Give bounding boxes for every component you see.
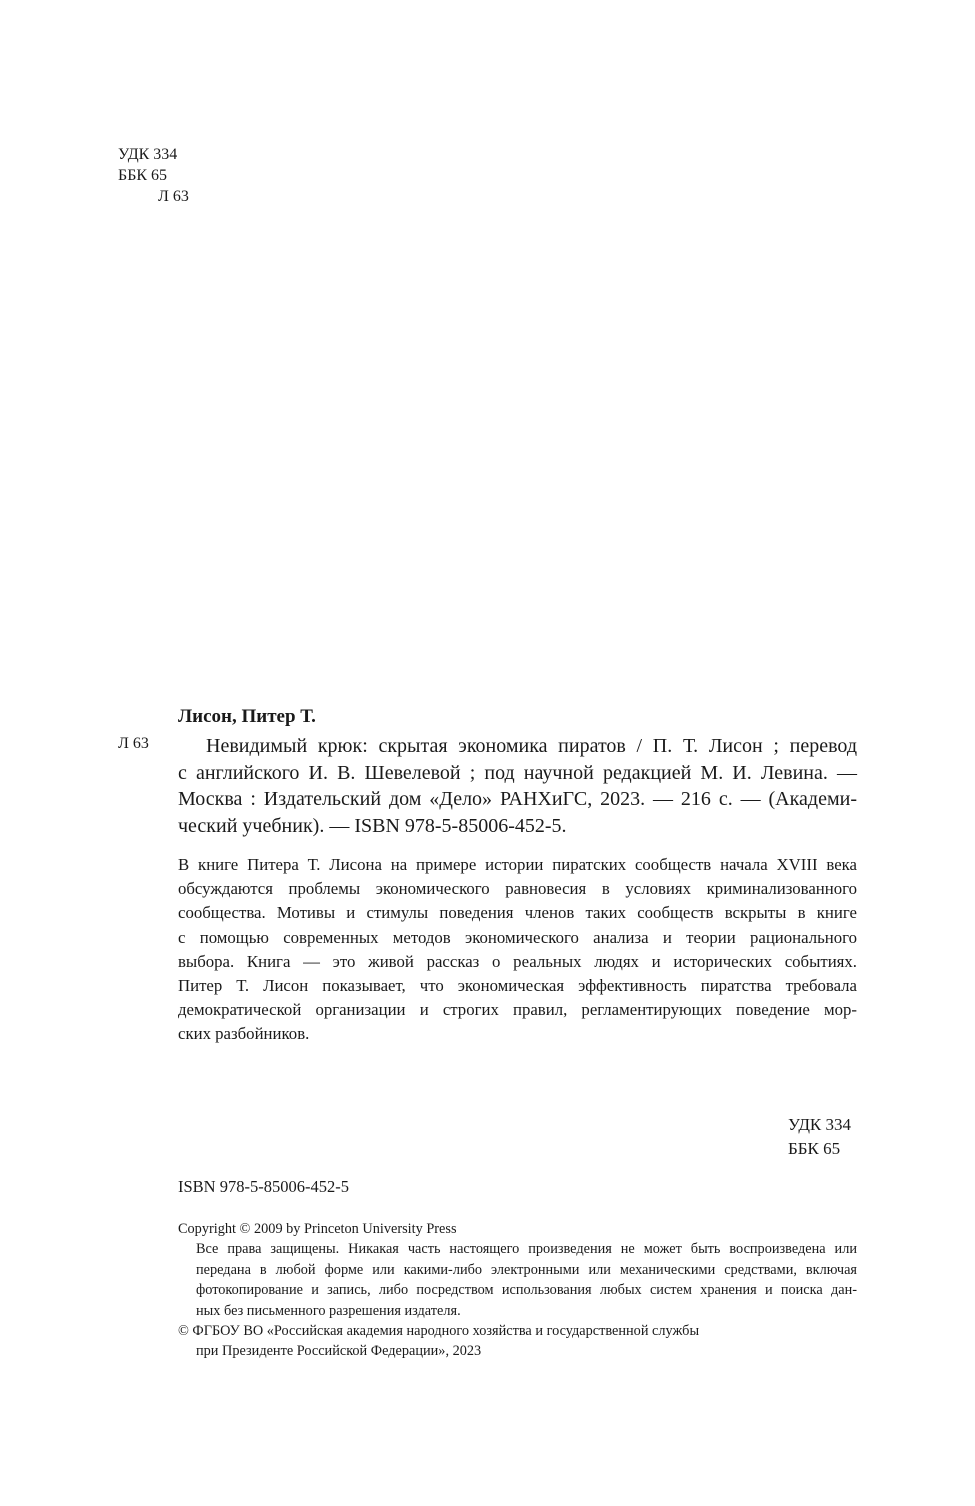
abstract-line: выбора. Книга — это живой рассказ о реальных людях и исторических событиях. — [178, 951, 857, 971]
bbk-code: ББК 65 — [788, 1139, 841, 1158]
abstract — [178, 853, 857, 1047]
bbk-code: ББК 65 — [118, 167, 168, 184]
abstract-line: обсуждаются проблемы экономического равновесия в условиях криминализованного — [178, 879, 857, 899]
copyright-line: Copyright © 2009 by Princeton University Press — [178, 1221, 457, 1237]
abstract-line: Питер Т. Лисон показывает, что экономическая эффективность пиратства требовала — [178, 976, 857, 996]
copyright-block — [178, 1219, 857, 1362]
top-classification-codes — [118, 144, 189, 207]
biblio-line: Невидимый крюк: скрытая экономика пиратов / П. Т. Лисон ; перевод — [206, 735, 857, 757]
publisher-copyright-line: при Президенте Российской Федерации», 2023 — [196, 1343, 482, 1360]
rights-line: ных без письменного разрешения издателя. — [196, 1302, 461, 1319]
udk-code: УДК 334 — [118, 146, 178, 163]
bibliographic-description — [178, 733, 857, 840]
biblio-line: Москва : Издательский дом «Дело» РАНХиГС, 2023. — 216 с. — (Академи- — [178, 788, 857, 811]
publisher-copyright-line: © ФГБОУ ВО «Российская академия народного хозяйства и государственной службы — [178, 1323, 700, 1340]
abstract-line: демократической организации и строгих правил, регламентирующих поведение мор- — [178, 1000, 857, 1020]
rights-line: фотокопирование и запись, либо посредством использования любых систем хранения и поиска дан- — [196, 1282, 857, 1299]
isbn: ISBN 978-5-85006-452-5 — [178, 1177, 349, 1196]
author-heading: Лисон, Питер Т. — [178, 706, 316, 727]
abstract-line: сообщества. Мотивы и стимулы поведения членов таких сообществ вскрыты в книге — [178, 903, 857, 923]
rights-line: передана в любой форме или какими-либо электронными или механическими средствами, включая — [196, 1261, 857, 1278]
bottom-classification-codes — [788, 1113, 851, 1161]
rights-line: Все права защищены. Никакая часть настоящего произведения не может быть воспроизведена или — [196, 1241, 857, 1258]
biblio-line: с английского И. В. Шевелевой ; под научной редакцией М. И. Левина. — — [178, 761, 857, 784]
abstract-line: с помощью современных методов экономического анализа и теории рационального — [178, 927, 857, 947]
author-mark-side: Л 63 — [118, 735, 149, 752]
abstract-line: ских разбойников. — [178, 1024, 310, 1044]
abstract-line: В книге Питера Т. Лисона на примере истории пиратских сообществ начала XVIII века — [178, 855, 857, 874]
udk-code: УДК 334 — [788, 1115, 852, 1134]
author-mark: Л 63 — [158, 188, 189, 205]
biblio-line: ческий учебник). — ISBN 978-5-85006-452-5. — [178, 815, 567, 838]
